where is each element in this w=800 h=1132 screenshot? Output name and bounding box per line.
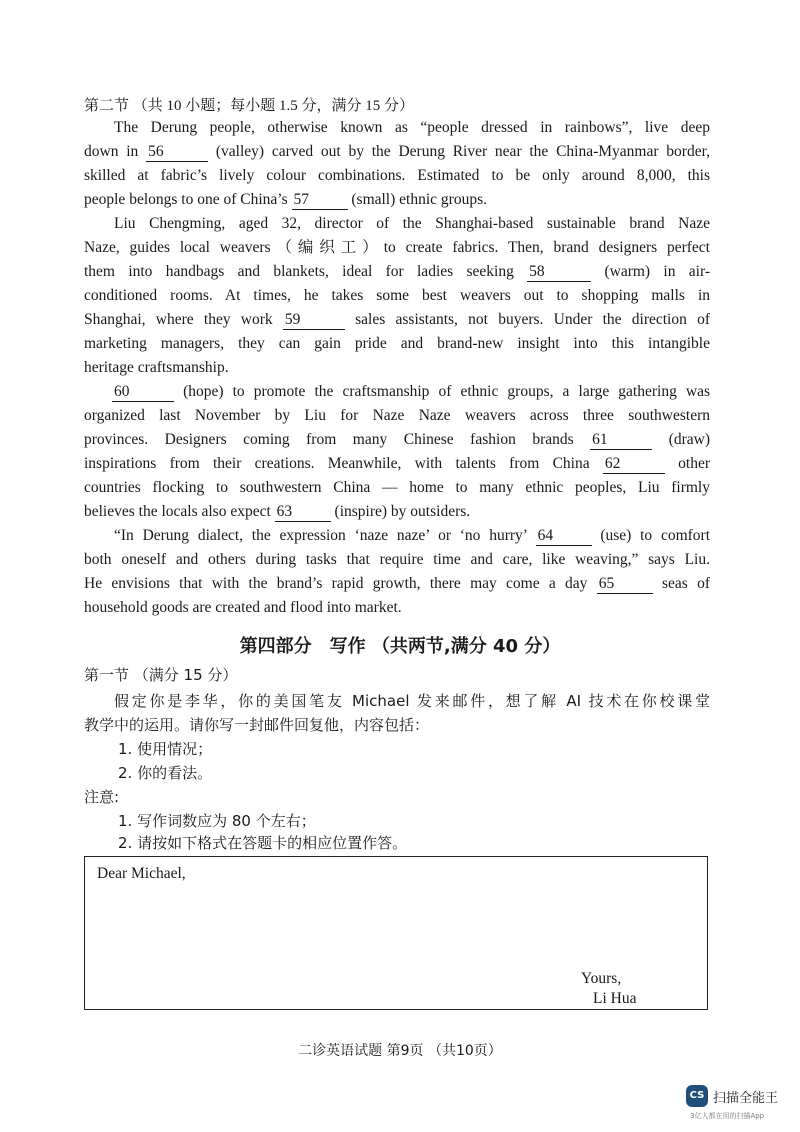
passage-line: provinces. Designers coming from many Chinese fashion brands 61 (draw) — [84, 431, 710, 448]
passage-line: heritage craftsmanship. — [84, 359, 229, 376]
note-label: 注意: — [84, 788, 120, 806]
passage-line: The Derung people, otherwise known as “people dressed in rainbows”, live deep — [114, 119, 710, 136]
blank-61[interactable]: 61 — [590, 431, 652, 450]
passage-line: Shanghai, where they work 59 sales assistants, not buyers. Under the direction of — [84, 311, 711, 328]
passage-line: He envisions that with the brand’s rapid growth, there may come a day 65 seas of — [84, 575, 710, 592]
writing-prompt: 假定你是李华，你的美国笔友 Michael 发来邮件，想了解 AI 技术在你校课堂 — [114, 692, 710, 710]
passage-line: believes the locals also expect 63 (inspire) by outsiders. — [84, 503, 471, 520]
content-item: 2. 你的看法。 — [118, 764, 213, 782]
blank-65[interactable]: 65 — [597, 575, 653, 594]
blank-64[interactable]: 64 — [536, 527, 592, 546]
blank-56[interactable]: 56 — [146, 143, 208, 162]
passage-line: conditioned rooms. At times, he takes some best weavers out to shopping malls in — [84, 287, 710, 304]
passage-line: people belongs to one of China’s 57 (small) ethnic groups. — [84, 191, 487, 208]
answer-box[interactable] — [84, 856, 708, 1010]
blank-62[interactable]: 62 — [603, 455, 665, 474]
blank-63[interactable]: 63 — [275, 503, 331, 522]
passage-line: down in 56 (valley) carved out by the Derung River near the China-Myanmar border, — [84, 143, 711, 160]
writing-prompt: 教学中的运用。请你写一封邮件回复他，内容包括： — [84, 716, 430, 734]
passage-line: skilled at fabric’s lively colour combinations. Estimated to be only around 8,000, this — [84, 167, 710, 184]
passage-line: countries flocking to southwestern China — home to many ethnic peoples, Liu firmly — [84, 479, 710, 496]
passage-line: marketing managers, they can gain pride and brand-new insight into this intangible — [84, 335, 710, 352]
signature: Li Hua — [593, 990, 637, 1007]
passage-line: inspirations from their creations. Meanwhile, with talents from China 62 other — [84, 455, 711, 472]
content-item: 1. 使用情况； — [118, 740, 213, 758]
watermark-name: 扫描全能王 — [713, 1091, 779, 1106]
passage-line: Liu Chengming, aged 32, director of the Shanghai-based sustainable brand Naze — [114, 215, 710, 232]
letter-closing — [581, 969, 636, 1009]
blank-57[interactable]: 57 — [292, 191, 348, 210]
part-4-title: 第四部分 写作 （共两节,满分 40 分） — [239, 636, 561, 657]
blank-58[interactable]: 58 — [527, 263, 591, 282]
passage-line: both oneself and others during tasks that require time and care, like weaving,” says Liu. — [84, 551, 710, 568]
passage-line: household goods are created and flood into market. — [84, 599, 402, 616]
note-item: 2. 请按如下格式在答题卡的相应位置作答。 — [118, 834, 408, 852]
passage-line: them into handbags and blankets, ideal for ladies seeking 58 (warm) in air- — [84, 263, 710, 280]
passage-line: 60 (hope) to promote the craftsmanship of ethnic groups, a large gathering was — [114, 383, 710, 400]
note-item: 1. 写作词数应为 80 个左右； — [118, 812, 316, 830]
blank-59[interactable]: 59 — [283, 311, 345, 330]
closing-word: Yours, — [581, 970, 622, 987]
passage-line: organized last November by Liu for Naze Naze weavers across three southwestern — [84, 407, 710, 424]
passage-line: Naze, guides local weavers（编织工）to create fabrics. Then, brand designers perfect — [84, 239, 710, 256]
section-1-header: 第一节 （满分 15 分） — [84, 666, 238, 684]
scanner-watermark — [686, 1085, 796, 1125]
section-2-header: 第二节 （共 10 小题；每小题 1.5 分，满分 15 分） — [84, 98, 415, 114]
page-footer: 二诊英语试题 第9页 （共10页） — [298, 1043, 502, 1059]
watermark-tagline: 3亿人都在用的扫描App — [690, 1112, 765, 1120]
blank-60[interactable]: 60 — [112, 383, 174, 402]
camscanner-logo-icon: CS — [686, 1085, 708, 1107]
letter-salutation: Dear Michael, — [97, 865, 186, 882]
passage-line: “In Derung dialect, the expression ‘naze naze’ or ‘no hurry’ 64 (use) to comfort — [114, 527, 711, 544]
